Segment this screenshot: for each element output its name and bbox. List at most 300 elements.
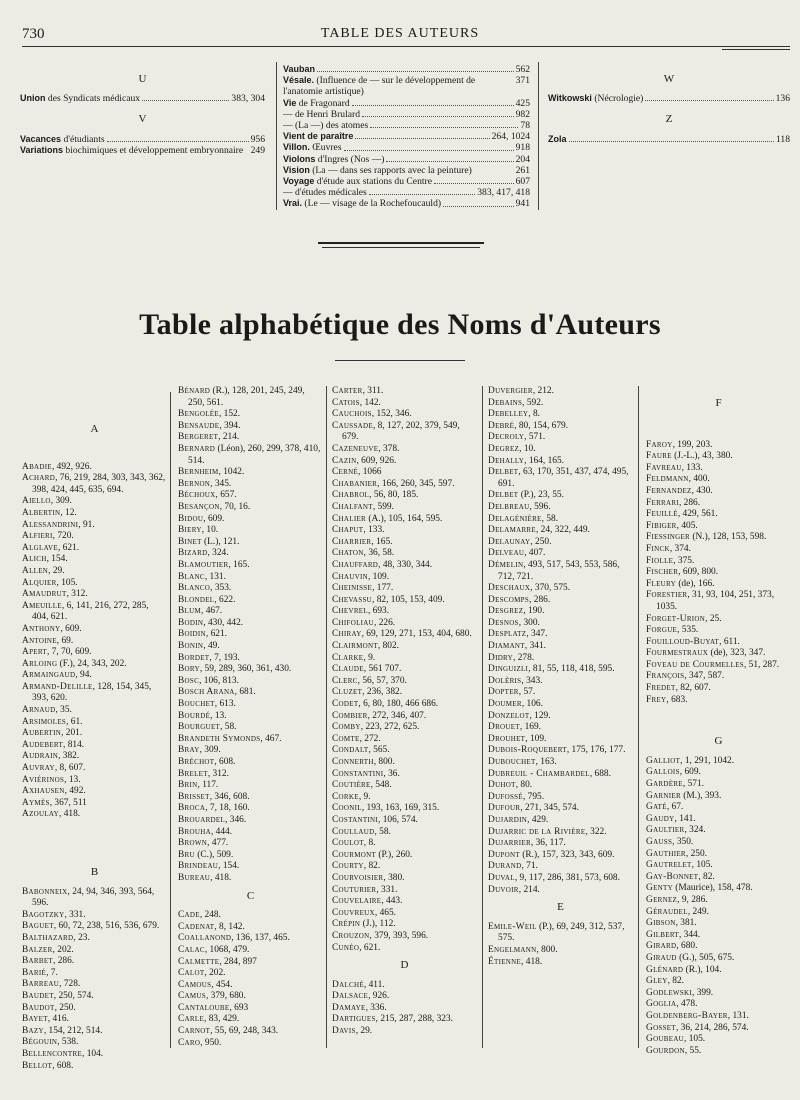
author-entry	[178, 711, 323, 723]
author-name: Allen	[22, 565, 49, 576]
author-entry	[488, 653, 633, 665]
author-entry	[646, 883, 791, 895]
author-entry	[646, 614, 791, 626]
author-pages: , 12.	[60, 507, 77, 518]
author-entry	[178, 827, 323, 839]
author-name: Gautrelet	[646, 860, 692, 871]
author-pages: , 106, 574.	[378, 814, 418, 825]
author-entry	[178, 792, 323, 804]
author-pages: , 9, 286.	[677, 894, 708, 905]
author-pages: , 382.	[58, 751, 80, 762]
author-pages: , 131.	[727, 1010, 749, 1021]
author-name: Dalché	[332, 979, 364, 990]
author-pages: , 56, 57, 370.	[357, 675, 407, 686]
author-entry	[332, 815, 477, 827]
author-pages: , 331.	[376, 884, 398, 895]
index-entry-head: Vient de paraître	[283, 131, 354, 142]
index-entry-head: Violons	[283, 153, 316, 164]
leader-dots	[362, 116, 514, 117]
index-entry-pages: 941	[515, 198, 530, 210]
author-entry	[178, 606, 323, 618]
author-name: Finck	[646, 543, 670, 554]
author-entry	[488, 945, 633, 957]
author-pages: , 82, 105, 153, 409.	[372, 594, 445, 605]
author-entry	[646, 567, 791, 579]
author-name: Brown	[178, 838, 208, 849]
author-name: Aubertin	[22, 728, 62, 739]
author-entry	[488, 745, 633, 757]
author-pages: , 80, 154, 679.	[514, 420, 569, 431]
author-pages: , 347, 587.	[684, 671, 725, 682]
author-entry	[178, 945, 323, 957]
author-name: Damaye	[332, 1002, 366, 1013]
author-entry	[332, 583, 477, 595]
author-name: Camous	[178, 979, 212, 990]
author-pages: , 104.	[82, 1048, 104, 1059]
author-pages: , 683.	[666, 694, 688, 705]
author-pages: , 83, 429.	[204, 1014, 240, 1025]
author-entry	[332, 838, 477, 850]
author-entry	[332, 1014, 477, 1026]
author-pages: , 416.	[47, 1014, 69, 1025]
author-pages: , 163.	[535, 757, 557, 767]
author-pages: , 60, 72, 238, 516, 536, 679.	[53, 921, 160, 932]
author-name: Balzer	[22, 944, 53, 955]
author-name: Gourdon	[646, 1045, 685, 1056]
author-entry	[332, 1003, 477, 1015]
author-entry	[178, 780, 323, 792]
author-name: Gardère	[646, 779, 683, 790]
author-name: Brin	[178, 780, 198, 791]
author-entry	[22, 1003, 167, 1015]
author-name: Fiessinger	[646, 532, 690, 543]
leader-dots	[317, 71, 514, 72]
author-pages: , 345.	[210, 478, 232, 489]
author-pages: , 693	[229, 1002, 249, 1013]
index-entry-rest: — de Henri Brulard	[283, 108, 360, 120]
author-entry	[646, 440, 791, 452]
author-name: Antoine	[22, 635, 57, 646]
author-entry	[22, 659, 167, 671]
author-name: Caro	[178, 1037, 201, 1048]
author-name: Doumer	[488, 699, 522, 710]
author-entry	[488, 432, 633, 444]
author-pages: , 9.	[358, 791, 371, 802]
index-entry-pages: 982	[515, 108, 530, 120]
author-name: Blamoutier	[178, 559, 229, 570]
leader-dots	[443, 206, 514, 207]
author-name: Faure	[646, 451, 672, 462]
author-entry	[488, 827, 633, 839]
author-pages: , 367, 511	[49, 797, 87, 808]
index-entry-pages: 425	[515, 97, 530, 109]
author-name: Chalfant	[332, 501, 373, 512]
author-entry	[178, 595, 323, 607]
author-entry	[646, 988, 791, 1000]
author-entry	[178, 386, 323, 409]
author-entry	[178, 803, 323, 815]
author-entry	[178, 618, 323, 630]
author-entry	[646, 486, 791, 498]
author-entry	[332, 386, 477, 398]
author-pages: , 250.	[54, 1002, 76, 1013]
author-name: Bréchot	[178, 757, 215, 767]
author-pages: , 693.	[367, 606, 390, 617]
author-name: Bray	[178, 745, 200, 756]
author-entry	[22, 508, 167, 520]
author-name: Favreau	[646, 462, 682, 473]
author-name: Genty	[646, 883, 673, 894]
author-entry	[646, 1023, 791, 1035]
index-entry	[283, 131, 530, 142]
author-pages: , 950.	[200, 1037, 222, 1048]
author-name: Aymès	[22, 797, 50, 808]
index-entry-pages: 264, 1024	[491, 131, 530, 143]
author-entry	[22, 1014, 167, 1026]
author-pages: , 24, 322, 449.	[535, 525, 590, 536]
author-entry	[332, 606, 477, 618]
leader-dots	[107, 141, 249, 142]
author-entry	[332, 479, 477, 491]
index-entry-head: Zola	[548, 133, 567, 144]
author-name: Audrain	[22, 751, 59, 762]
author-pages: , 405.	[676, 520, 698, 531]
author-entry	[646, 814, 791, 826]
author-pages: , 548.	[370, 780, 392, 791]
author-name: Fibiger	[646, 520, 677, 531]
author-pages: (R.), 128, 201, 245, 249, 250, 561.	[188, 386, 305, 408]
author-pages: , 720.	[52, 531, 74, 542]
author-name: Gosset	[646, 1022, 676, 1033]
author-pages: , 400.	[688, 474, 710, 485]
author-name: Bengolée	[178, 409, 219, 420]
author-name: Donzelot	[488, 710, 530, 721]
index-entry-text	[283, 75, 475, 97]
author-pages: , 561 707.	[363, 664, 402, 675]
author-name: Galliot	[646, 755, 681, 766]
author-entry	[646, 756, 791, 768]
index-entry-pages: 249	[250, 144, 265, 156]
author-pages: , 286.	[53, 956, 75, 967]
letter-heading: E	[557, 901, 564, 914]
author-entry	[22, 956, 167, 968]
index-entry-head: Vision	[283, 164, 310, 175]
author-pages: , 300.	[518, 617, 540, 628]
author-entry	[178, 769, 323, 781]
author-pages: , 201.	[61, 728, 83, 739]
index-entry-rest: (Le — visage de la Rochefoucauld)	[302, 198, 442, 210]
author-name: Bizard	[178, 548, 208, 559]
author-name: Dufossé	[488, 791, 523, 802]
author-pages: , 429, 561.	[677, 509, 718, 520]
author-entry	[178, 687, 323, 699]
author-entry	[646, 941, 791, 953]
author-pages: , 535.	[677, 625, 699, 636]
author-name: Bodin	[178, 617, 204, 628]
author-pages: , 58.	[220, 722, 237, 733]
author-name: Blondel	[178, 594, 215, 605]
author-name: Delagénière	[488, 513, 542, 524]
author-entry	[178, 409, 323, 421]
author-name: Coallanond	[178, 933, 232, 944]
author-entry	[488, 922, 633, 945]
author-entry	[22, 601, 167, 624]
author-pages: , 1068, 479.	[204, 944, 250, 955]
top-index-column-3	[548, 64, 790, 145]
author-pages: , 322.	[585, 826, 607, 837]
author-entry	[178, 490, 323, 502]
author-pages: (de), 323, 347.	[708, 648, 766, 659]
author-pages: , 286.	[529, 594, 551, 605]
author-name: Brouardel	[178, 814, 226, 825]
author-name: Foveau de Courmelles	[646, 659, 744, 670]
author-pages: , 106.	[521, 699, 543, 710]
author-pages: , 169.	[519, 722, 541, 733]
author-entry	[646, 463, 791, 475]
author-pages: , 202.	[204, 968, 226, 979]
author-pages: , 350.	[672, 837, 694, 847]
leader-dots	[370, 127, 518, 128]
index-letter: V	[138, 113, 147, 126]
author-entry	[178, 734, 323, 746]
author-pages: , 608.	[52, 1060, 74, 1071]
author-entry	[488, 444, 633, 456]
author-entry	[178, 444, 323, 467]
author-pages: , 370, 575.	[530, 583, 571, 594]
author-entry	[22, 979, 167, 991]
author-name: Courvoisier	[332, 872, 384, 883]
author-pages: , 70, 16.	[219, 501, 251, 512]
author-pages: , 82.	[363, 861, 381, 872]
index-entry-head: Voyage	[283, 176, 315, 187]
author-pages: , 331.	[64, 909, 86, 920]
index-entry-rest: d'étudiants	[61, 133, 105, 145]
author-name: Aviérinos	[22, 774, 65, 785]
author-name: Gilbert	[646, 929, 679, 940]
author-pages: , 680.	[676, 941, 698, 952]
author-name: Coutière	[332, 780, 371, 791]
author-name: Blanco	[178, 583, 211, 594]
author-name: Bonin	[178, 641, 204, 652]
author-entry	[178, 560, 323, 572]
author-name: Bernard	[178, 443, 216, 454]
author-pages: , 571.	[682, 779, 704, 790]
author-name: Cadenat	[178, 921, 215, 932]
author-pages: , 8.	[528, 409, 540, 420]
author-pages: (J.-L.), 43, 380.	[671, 451, 733, 462]
author-entry	[178, 850, 323, 862]
author-entry	[22, 1049, 167, 1061]
author-entry	[332, 943, 477, 955]
leader-dots	[645, 100, 773, 101]
author-name: Claude	[332, 664, 364, 675]
author-entry	[332, 676, 477, 688]
author-pages: (F.), 24, 343, 202.	[57, 658, 127, 669]
author-name: François	[646, 671, 685, 682]
author-entry	[22, 910, 167, 922]
index-entry-text	[283, 187, 367, 198]
author-entry	[646, 660, 791, 672]
author-entry	[646, 930, 791, 942]
author-entry	[488, 548, 633, 560]
author-name: Ferrari	[646, 497, 679, 508]
index-entry-rest: de Fragonard	[296, 97, 350, 109]
author-pages: (Maurice), 158, 478.	[672, 883, 753, 894]
author-pages: (P.), 260.	[376, 849, 413, 860]
author-pages: , 418.	[59, 809, 81, 820]
author-name: Bory	[178, 664, 200, 675]
index-entry-rest: d'étude aux stations du Centre	[314, 176, 432, 188]
author-pages: , 609, 800.	[678, 567, 719, 578]
index-entry-head: Vrai.	[283, 198, 303, 209]
index-entry	[283, 187, 530, 198]
author-entry	[22, 554, 167, 566]
author-entry	[22, 933, 167, 945]
author-entry	[488, 803, 633, 815]
author-pages: , 538.	[57, 1037, 79, 1048]
author-entry	[178, 583, 323, 595]
authors-column-2	[178, 386, 323, 1049]
author-entry	[178, 933, 323, 945]
author-entry	[332, 595, 477, 607]
author-entry	[646, 451, 791, 463]
author-entry	[332, 502, 477, 514]
index-entry	[283, 109, 530, 120]
author-entry	[646, 791, 791, 803]
author-entry	[22, 945, 167, 957]
column-divider	[276, 62, 277, 210]
author-pages: , 250.	[685, 848, 707, 859]
author-pages: , 286.	[678, 497, 701, 508]
author-entry	[332, 409, 477, 421]
top-index-column-2	[283, 64, 530, 210]
author-name: Debains	[488, 397, 523, 408]
author-name: Engelmann	[488, 944, 537, 955]
author-pages: , 346, 608.	[209, 791, 250, 802]
author-name: Brandeth Symonds	[178, 733, 261, 744]
author-entry	[178, 514, 323, 526]
author-name: Chevrel	[332, 606, 368, 617]
author-entry	[488, 957, 633, 969]
index-entry-text	[548, 93, 643, 104]
author-name: Crouzon	[332, 930, 370, 941]
section-divider	[318, 242, 484, 244]
author-name: Caussade	[332, 420, 373, 431]
author-entry	[178, 629, 323, 641]
index-letter: U	[138, 73, 147, 85]
author-entry	[22, 968, 167, 980]
author-pages: , 346.	[225, 814, 247, 825]
author-pages: , 312.	[66, 589, 88, 600]
author-pages: , 13.	[210, 710, 227, 721]
index-entry-head: Vacances	[20, 133, 62, 144]
author-name: Descomps	[488, 594, 530, 605]
author-entry	[646, 965, 791, 977]
author-entry	[22, 636, 167, 648]
author-entry	[178, 479, 323, 491]
index-entry-text	[283, 64, 315, 75]
author-pages: , 800.	[373, 757, 395, 767]
author-pages: , 430, 442.	[203, 617, 244, 628]
author-pages: , 621.	[205, 629, 227, 640]
title-underline	[335, 360, 465, 361]
author-entry	[178, 922, 323, 934]
author-name: Couvelaire	[332, 896, 382, 907]
author-name: Combier	[332, 710, 368, 721]
index-entry-pages: 261	[515, 164, 530, 176]
author-pages: , 76, 219, 284, 303, 343, 362, 398, 424, 445, 635, 694.	[32, 473, 166, 495]
author-pages: , 309.	[50, 496, 72, 507]
author-entry	[178, 548, 323, 560]
author-pages: , 29.	[48, 565, 65, 576]
author-entry	[488, 560, 633, 583]
author-name: Courmont	[332, 849, 377, 860]
author-entry	[332, 745, 477, 757]
author-pages: , 67.	[666, 802, 684, 813]
author-entry	[646, 849, 791, 861]
author-entry	[178, 467, 323, 479]
author-name: Chalier	[332, 513, 367, 524]
author-pages: , 477.	[207, 838, 229, 849]
author-entry	[178, 957, 323, 969]
index-entry	[283, 120, 530, 131]
author-pages: , 49.	[203, 641, 220, 652]
author-entry	[178, 676, 323, 688]
author-pages: , 56, 80, 185.	[369, 490, 419, 501]
author-pages: , 249.	[687, 906, 709, 917]
author-entry	[22, 578, 167, 590]
author-pages: , 165.	[371, 536, 393, 547]
index-entry-rest: — d'études médicales	[283, 187, 367, 199]
author-pages: (R.), 104.	[683, 964, 722, 975]
author-entry	[178, 873, 323, 885]
author-name: Axhausen	[22, 786, 65, 797]
author-pages: , 63, 170, 351, 437, 474, 495, 691.	[498, 467, 629, 489]
author-name: Didry	[488, 652, 513, 663]
author-pages: , 51, 287.	[743, 659, 780, 670]
index-entry	[283, 198, 530, 209]
index-entry	[283, 98, 530, 109]
author-pages: , 250.	[530, 536, 552, 547]
author-name: Duvergier	[488, 386, 533, 396]
author-pages: , 177.	[372, 583, 394, 594]
author-entry	[178, 537, 323, 549]
index-entry-text	[283, 109, 360, 120]
author-pages: , 69, 129, 271, 153, 404, 680.	[361, 629, 472, 640]
author-entry	[22, 589, 167, 601]
author-name: Arloing	[22, 658, 58, 669]
author-pages: , 164, 165.	[524, 455, 565, 466]
author-entry	[332, 572, 477, 584]
author-pages: , 353.	[210, 583, 232, 594]
author-pages: , 81, 55, 118, 418, 595.	[528, 664, 615, 675]
author-entry	[178, 699, 323, 711]
author-entry	[646, 953, 791, 965]
author-pages: , 9.	[363, 652, 376, 663]
author-pages: , 609, 926.	[356, 455, 397, 466]
letter-heading: C	[246, 889, 255, 902]
author-name: Dehally	[488, 455, 525, 466]
author-pages: , 7.	[46, 967, 58, 978]
author-name: Bellencontre	[22, 1048, 83, 1059]
author-name: Courty	[332, 861, 364, 872]
index-entry	[20, 134, 265, 145]
header-rule-double	[722, 46, 790, 47]
author-entry	[488, 629, 633, 641]
author-pages: , 394.	[219, 420, 241, 431]
author-pages: , 599.	[372, 501, 394, 512]
author-name: Cazeneuve	[332, 443, 379, 454]
